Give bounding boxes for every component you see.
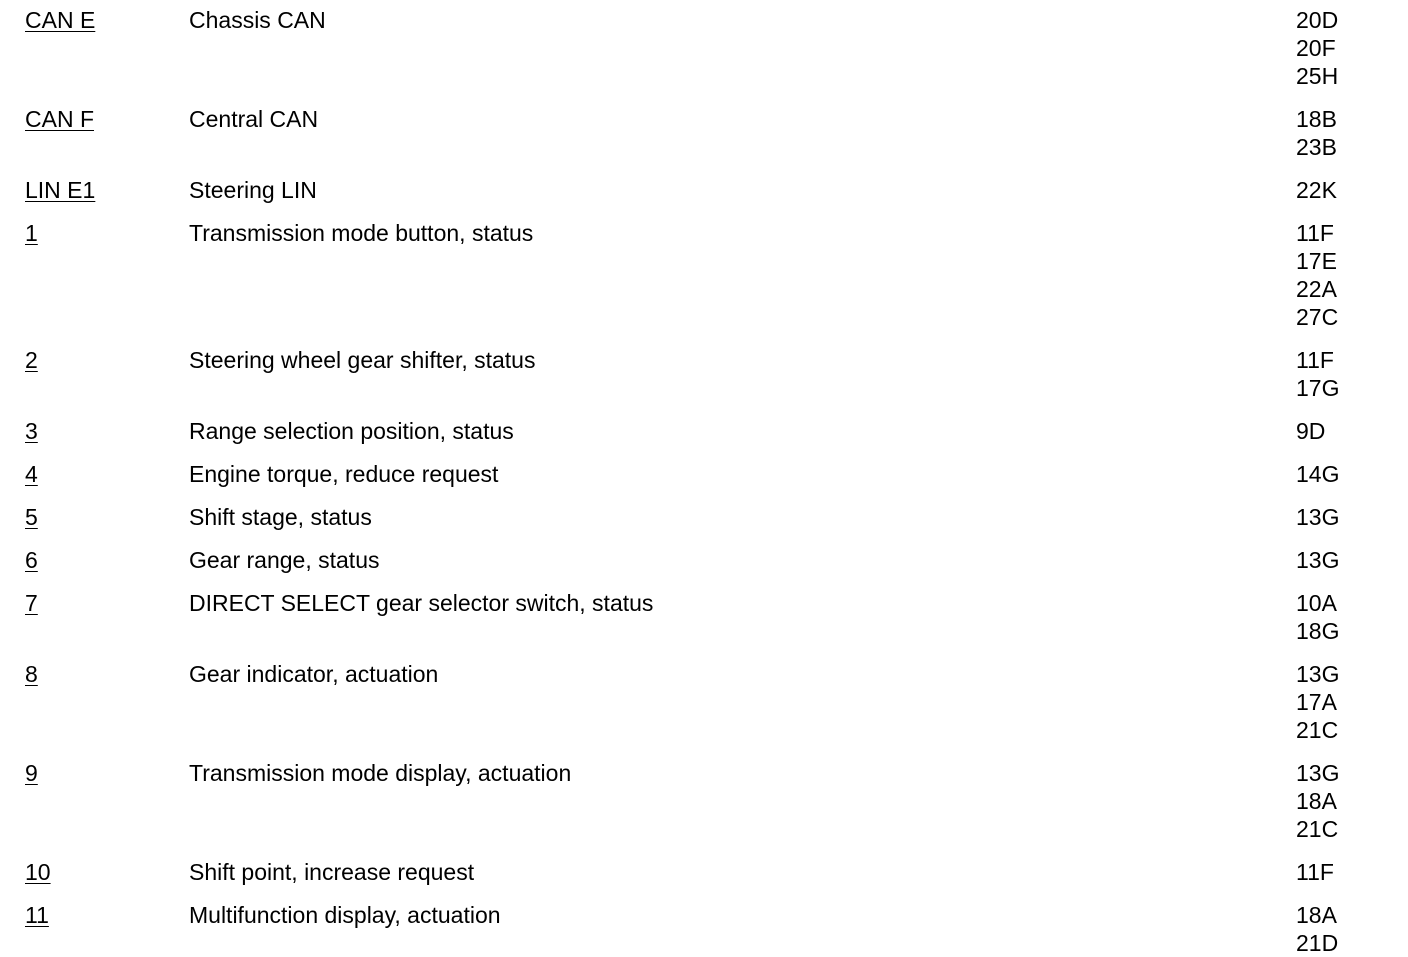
grid-reference: 11F <box>1296 859 1334 885</box>
signal-description: Shift stage, status <box>189 504 372 530</box>
grid-reference-list <box>1296 503 1376 531</box>
signal-description: Steering wheel gear shifter, status <box>189 347 536 373</box>
grid-reference-list <box>1296 589 1376 645</box>
grid-reference-list <box>1296 901 1376 957</box>
grid-reference: 21D <box>1296 930 1339 956</box>
grid-reference-list <box>1296 219 1376 331</box>
signal-code-link[interactable]: 8 <box>25 661 38 687</box>
signal-code-link[interactable]: 4 <box>25 461 38 487</box>
legend-row <box>0 901 1408 957</box>
grid-reference-list <box>1296 417 1376 445</box>
grid-reference-list <box>1296 460 1376 488</box>
signal-description: DIRECT SELECT gear selector switch, status <box>189 590 654 616</box>
signal-description: Central CAN <box>189 106 319 132</box>
grid-reference: 20D <box>1296 7 1339 33</box>
grid-reference: 13G <box>1296 547 1340 573</box>
grid-reference-list <box>1296 858 1376 886</box>
signal-code-link[interactable]: 5 <box>25 504 38 530</box>
grid-reference: 9D <box>1296 418 1326 444</box>
grid-reference-list <box>1296 660 1376 744</box>
signal-code-cell <box>0 901 189 929</box>
grid-reference-list <box>1296 105 1376 161</box>
grid-reference: 22K <box>1296 177 1337 203</box>
signal-code-link[interactable]: 3 <box>25 418 38 444</box>
grid-reference: 11F <box>1296 347 1334 373</box>
signal-code-link[interactable]: 10 <box>25 859 51 885</box>
signal-description: Chassis CAN <box>189 7 326 33</box>
signal-code-cell <box>0 176 189 204</box>
signal-code-cell <box>0 105 189 133</box>
grid-reference: 23B <box>1296 134 1337 160</box>
grid-reference: 21C <box>1296 816 1339 842</box>
signal-description: Transmission mode button, status <box>189 220 534 246</box>
signal-code-cell <box>0 460 189 488</box>
grid-reference: 17G <box>1296 375 1340 401</box>
legend-row <box>0 858 1408 886</box>
legend-row <box>0 176 1408 204</box>
legend-row <box>0 6 1408 90</box>
signal-code-link[interactable]: 6 <box>25 547 38 573</box>
grid-reference: 17A <box>1296 689 1337 715</box>
signal-description: Gear range, status <box>189 547 380 573</box>
signal-code-cell <box>0 759 189 787</box>
grid-reference-list <box>1296 176 1376 204</box>
grid-reference: 13G <box>1296 661 1340 687</box>
grid-reference: 22A <box>1296 276 1337 302</box>
grid-reference: 10A <box>1296 590 1337 616</box>
signal-code-link[interactable]: 1 <box>25 220 38 246</box>
grid-reference: 25H <box>1296 63 1339 89</box>
grid-reference: 14G <box>1296 461 1340 487</box>
signal-code-link[interactable]: CAN E <box>25 7 96 33</box>
signal-code-link[interactable]: CAN F <box>25 106 94 132</box>
legend-row <box>0 589 1408 645</box>
signal-description: Shift point, increase request <box>189 859 475 885</box>
legend-row <box>0 219 1408 331</box>
grid-reference-list <box>1296 546 1376 574</box>
grid-reference: 20F <box>1296 35 1336 61</box>
grid-reference: 17E <box>1296 248 1337 274</box>
grid-reference: 21C <box>1296 717 1339 743</box>
legend-row <box>0 346 1408 402</box>
legend-row <box>0 546 1408 574</box>
grid-reference: 18A <box>1296 788 1337 814</box>
grid-reference-list <box>1296 759 1376 843</box>
signal-code-link[interactable]: 9 <box>25 760 38 786</box>
signal-code-link[interactable]: 11 <box>25 902 49 928</box>
signal-description: Transmission mode display, actuation <box>189 760 572 786</box>
legend-row <box>0 660 1408 744</box>
grid-reference: 18B <box>1296 106 1337 132</box>
grid-reference: 18G <box>1296 618 1340 644</box>
legend-row <box>0 417 1408 445</box>
legend-rows <box>0 6 1408 957</box>
signal-description: Steering LIN <box>189 177 317 203</box>
signal-code-cell <box>0 417 189 445</box>
signal-code-cell <box>0 6 189 34</box>
signal-code-cell <box>0 219 189 247</box>
signal-code-cell <box>0 858 189 886</box>
signal-code-link[interactable]: 7 <box>25 590 38 616</box>
grid-reference-list <box>1296 346 1376 402</box>
signal-code-cell <box>0 660 189 688</box>
signal-code-cell <box>0 589 189 617</box>
legend-row <box>0 105 1408 161</box>
grid-reference: 13G <box>1296 760 1340 786</box>
signal-description: Engine torque, reduce request <box>189 461 499 487</box>
grid-reference-list <box>1296 6 1376 90</box>
signal-code-link[interactable]: 2 <box>25 347 38 373</box>
grid-reference: 13G <box>1296 504 1340 530</box>
signal-code-cell <box>0 546 189 574</box>
signal-description: Gear indicator, actuation <box>189 661 439 687</box>
signal-code-cell <box>0 346 189 374</box>
signal-code-cell <box>0 503 189 531</box>
signal-code-link[interactable]: LIN E1 <box>25 177 96 203</box>
grid-reference: 11F <box>1296 220 1334 246</box>
grid-reference: 18A <box>1296 902 1337 928</box>
legend-row <box>0 759 1408 843</box>
signal-description: Range selection position, status <box>189 418 514 444</box>
legend-row <box>0 503 1408 531</box>
legend-row <box>0 460 1408 488</box>
signal-description: Multifunction display, actuation <box>189 902 501 928</box>
grid-reference: 27C <box>1296 304 1339 330</box>
